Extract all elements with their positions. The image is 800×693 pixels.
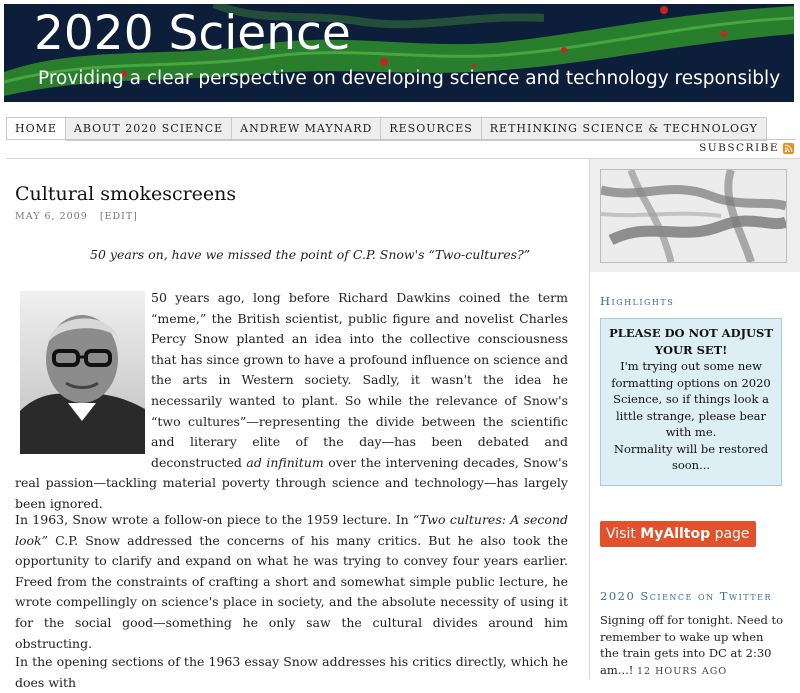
nanotube-image[interactable]	[600, 169, 787, 263]
edit-link[interactable]: [EDIT]	[99, 211, 138, 222]
post-paragraph-2: In 1963, Snow wrote a follow-on piece to the 1959 lecture. In “Two cultures: A second look” C.P. Snow addressed the concerns of his many critics. But he also took the opportunity to clarify and expand on what he was trying to convey four years earlier. Freed from the constraints of crafting a short and somewhat simple public lecture, he wrote compellingly on science's place in society, and the absolute necessity of using it for the social good—something he only saw the cultural divides around him obstructing.	[15, 512, 568, 651]
post-lede: 50 years on, have we missed the point of C.P. Snow's “Two-cultures?”	[90, 247, 531, 262]
nav-item-resources[interactable]: RESOURCES	[381, 118, 481, 141]
myalltop-button[interactable]: Visit MyAlltop page	[600, 521, 756, 547]
notice-title: PLEASE DO NOT ADJUST YOUR SET!	[609, 326, 773, 357]
nav-item-about[interactable]: ABOUT 2020 SCIENCE	[66, 118, 232, 141]
post-paragraph-1: 50 years ago, long before Richard Dawkins coined the term “meme,” the British scientist, public figure and novelist Charles Percy Snow planted an idea into the collective consciousness that has since grown to have a profound influence on science and the arts in Western society. Sadly, it wasn't the idea he necessarily wanted to plant. So while the relevance of Snow's “two cultures”—representing the divide between the scientific and literary elite of the day—has been debated and deconstructed ad infinitum over the intervening decades, Snow's real passion—tackling material poverty through science and technology—has largely been ignored.	[15, 290, 568, 511]
post-meta	[15, 211, 138, 222]
subscribe-link[interactable]	[699, 142, 794, 154]
site-title[interactable]: 2020 Science	[34, 6, 351, 61]
twitter-heading[interactable]: 2020 Science on Twitter	[600, 589, 772, 603]
nav-item-andrew-maynard[interactable]: ANDREW MAYNARD	[232, 118, 381, 141]
site-header	[4, 4, 794, 102]
post-title[interactable]: Cultural smokescreens	[15, 183, 237, 205]
highlights-heading: Highlights	[600, 294, 675, 308]
nav-item-home[interactable]: HOME	[7, 118, 66, 141]
tweet-time[interactable]: 12 HOURS AGO	[637, 665, 728, 677]
post-date: MAY 6, 2009	[15, 211, 88, 222]
notice-footer: Normality will be restored soon...	[613, 441, 769, 472]
nav-item-rethinking[interactable]: RETHINKING SCIENCE & TECHNOLOGY	[482, 118, 767, 141]
sidebar	[590, 158, 800, 678]
post-paragraph-3: In the opening sections of the 1963 essay Snow addresses his critics directly, which he does with	[15, 654, 568, 690]
main-nav	[6, 117, 767, 140]
tweet-text: Signing off for tonight. Need to remember to wake up when the train gets into DC at 2:30 am...!	[600, 613, 784, 677]
sidebar-image-panel	[590, 158, 800, 272]
notice-box	[600, 318, 782, 486]
rss-icon	[783, 143, 794, 154]
nav-divider	[6, 139, 796, 140]
notice-body: I'm trying out some new formatting options on 2020 Science, so if things look a little strange, please bear with me.	[611, 359, 771, 439]
site-tagline: Providing a clear perspective on developing science and technology responsibly	[38, 68, 781, 89]
subscribe-label: SUBSCRIBE	[699, 142, 779, 154]
